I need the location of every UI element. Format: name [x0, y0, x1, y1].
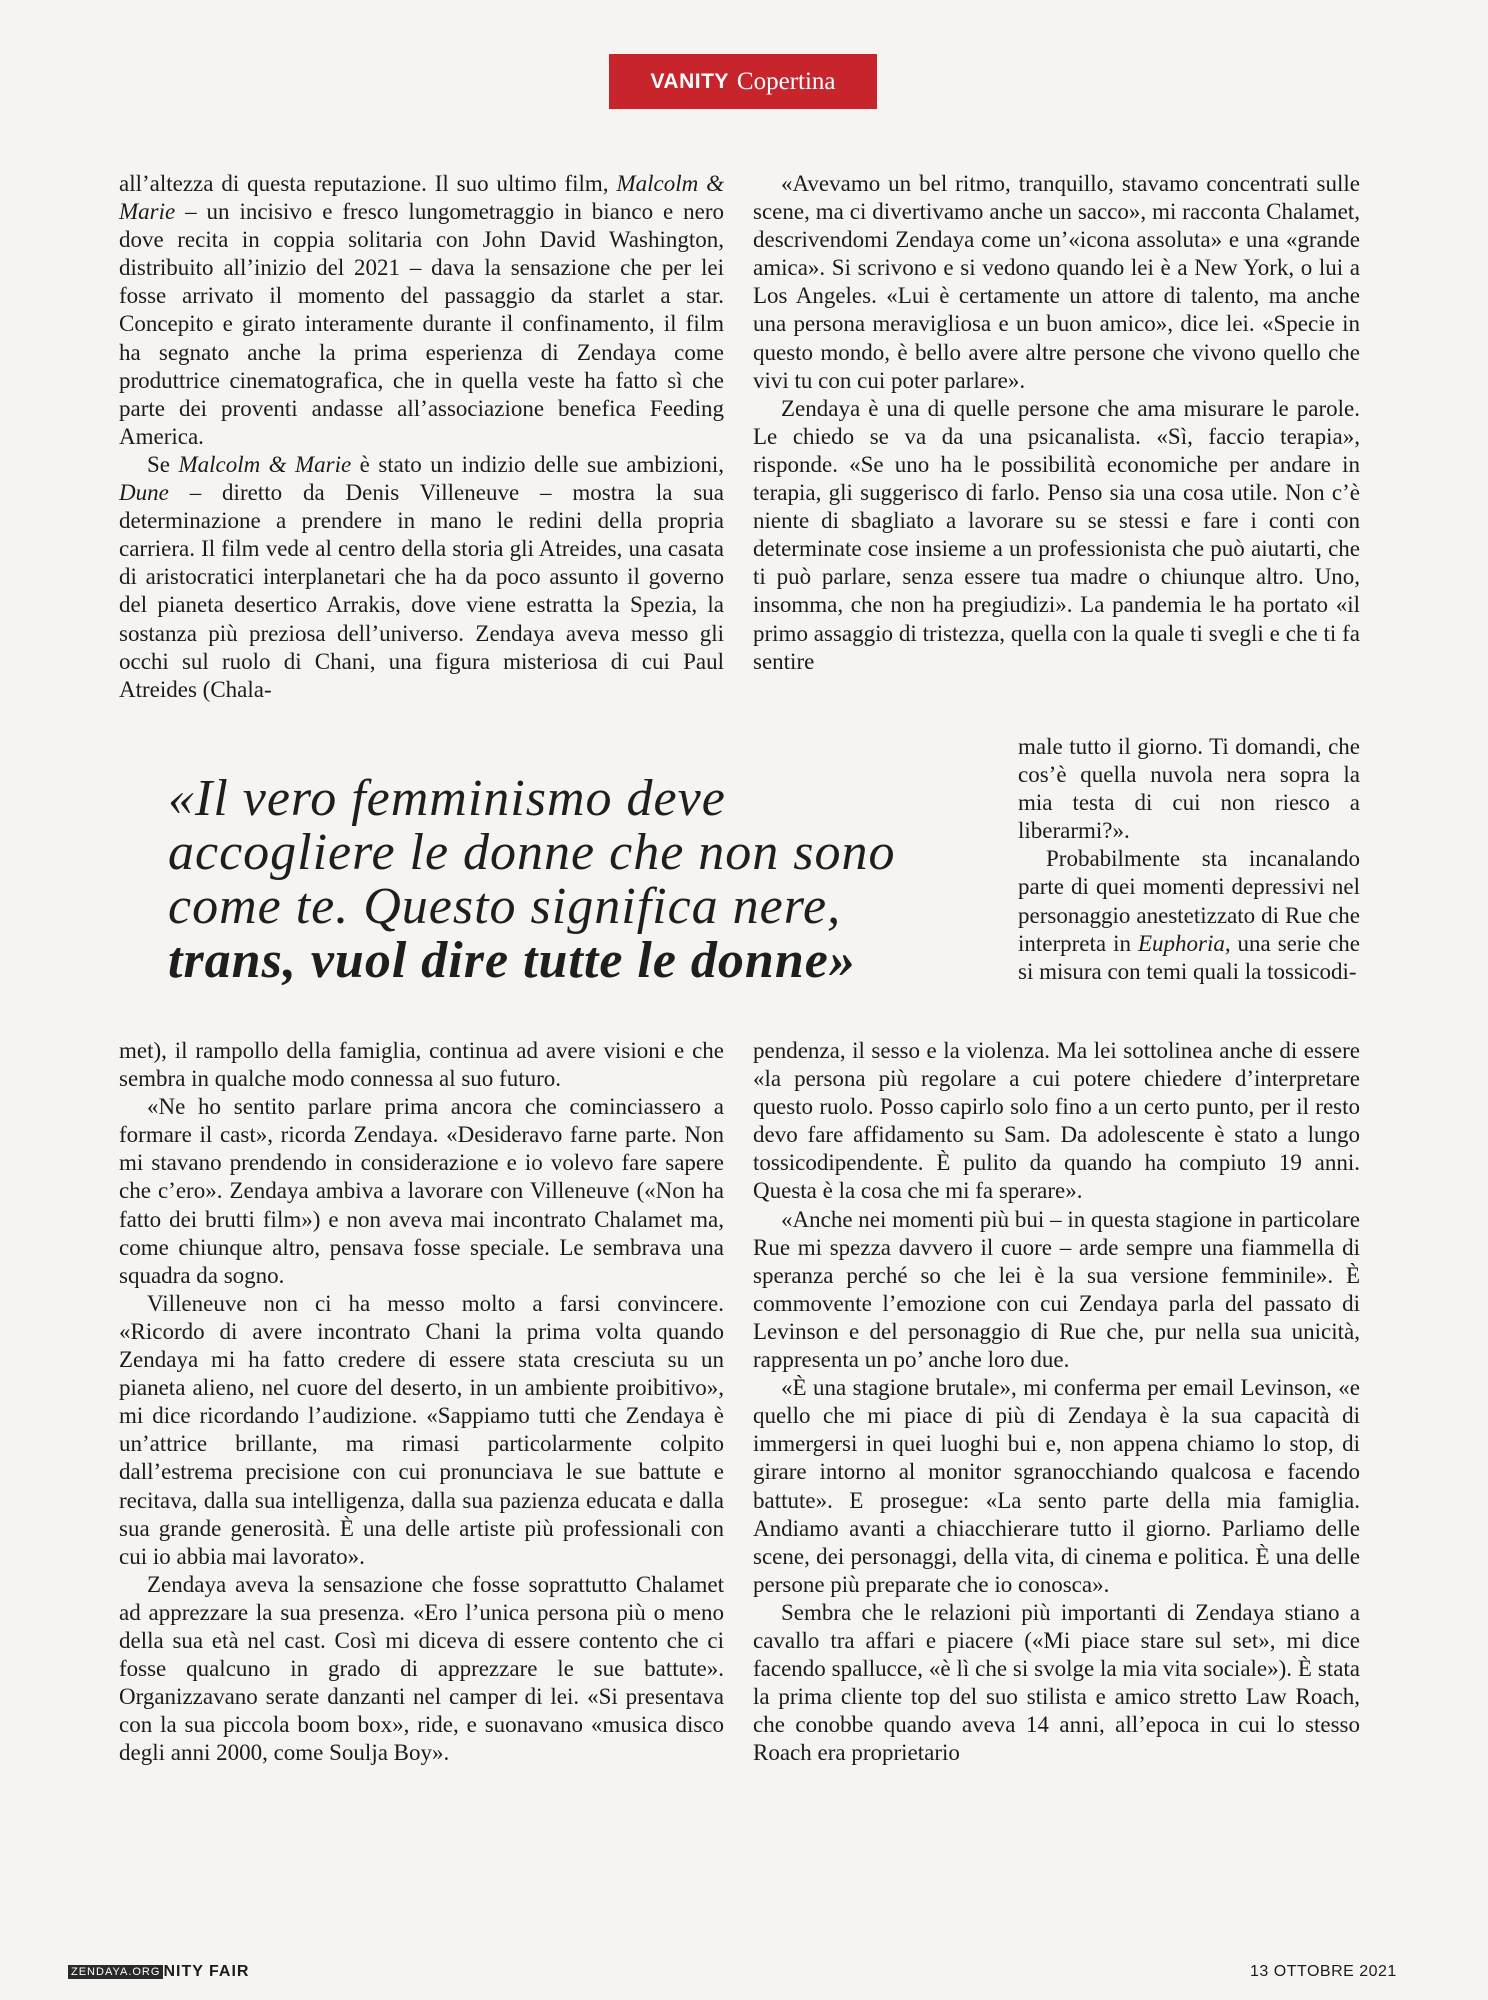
title-italic: Dune [119, 480, 169, 506]
text-run: Zendaya è una di quelle persone che ama misurare le parole. Le chiedo se va da una psicanalista. «Sì, faccio terapia», risponde. «Se uno ha le possibilità economiche per andare in terapia, gli suggerisco di farlo. Penso sia una cosa utile. Non c’è niente di sbagliato a lavorare su se stessi e fare i conti con determinate cose insieme a un professionista che può aiutarti, che ti può parlare, senza essere tua madre o chiunque altro. Uno, insomma, che non ha pregiudizi». La pandemia le ha portato «il primo assaggio di tristezza, quella con la quale ti svegli e che ti fa sentire [753, 395, 1360, 674]
text-run: «Ne ho sentito parlare prima ancora che cominciassero a formare il cast», ricorda Zendaya. «Desideravo farne parte. Non mi stavano prendendo in considerazione e io volevo fare sapere che c’ero». Zendaya ambiva a lavorare con Villeneuve («Non ha fatto dei brutti film») e non aveva mai incontrato Chalamet ma, come chiunque altro, pensava fosse speciale. Le sembrava una squadra da sogno. [119, 1094, 724, 1288]
paragraph [753, 1599, 1360, 1768]
title-italic: Euphoria [1137, 930, 1225, 956]
text-run: , una serie che si misura con temi quali la tossicodi- [1018, 930, 1360, 984]
pull-quote-line-1: «Il vero femminismo deve [168, 770, 726, 827]
pull-quote-line-4: trans, vuol dire tutte le donne» [168, 932, 856, 989]
paragraph [119, 451, 724, 704]
text-run: all’altezza di questa reputazione. Il suo ultimo film, [119, 171, 617, 196]
paragraph [119, 1290, 724, 1571]
article-column-right-top [753, 170, 1360, 676]
issue-date: 13 OTTOBRE 2021 [1250, 1963, 1397, 1980]
section-label: Copertina [736, 67, 836, 95]
text-run: «Anche nei momenti più bui – in questa stagione in particolare Rue mi spezza davvero il cuore – arde sempre una fiammella di speranza perché so che lei è la sua versione femminile». È commovente l’emozione con cui Zendaya parla del passato di Levinson e del personaggio di Rue che, pur nella sua unicità, rappresenta un po’ anche loro due. [753, 1206, 1360, 1373]
magazine-name: NITY FAIR [163, 1963, 250, 1980]
text-run: Sembra che le relazioni più importanti di Zendaya stiano a cavallo tra affari e piacere («Mi piace stare sul set», mi dice facendo spallucce, «è lì che si svolge la mia vita sociale»). È stata la prima cliente top del suo stilista e amico stretto Law Roach, che conobbe quando aveva 14 anni, all’epoca in cui lo stesso Roach era proprietario [753, 1599, 1360, 1766]
paragraph [753, 1037, 1360, 1206]
paragraph [119, 1571, 724, 1768]
text-run: è stato un indizio delle sue ambizioni, [351, 451, 724, 477]
text-run: «È una stagione brutale», mi conferma per email Levinson, «e quello che mi piace di più di Zendaya è la sua capacità di immergersi in quei luoghi bui e, non appena chiamo lo stop, di girare intorno al monitor sgranocchiando qualcosa e facendo battute». E prosegue: «La sento parte della mia famiglia. Andiamo avanti a chiacchierare tutto il giorno. Parliamo delle scene, dei personaggi, della vita, di cinema e politica. È una delle persone più preparate che io conosca». [753, 1375, 1360, 1597]
footer-magazine [68, 1963, 249, 1981]
brand-label: VANITY [650, 69, 729, 93]
paragraph [753, 395, 1360, 676]
text-run: pendenza, il sesso e la violenza. Ma lei sottolinea anche di essere «la persona più regolare a cui potere chiedere d’interpretare questo ruolo. Posso capirlo solo fino a un certo punto, per il resto devo fare affidamento su Sam. Da adolescente è stato a lungo tossicodipendente. È pulito da quando ha compiuto 19 anni. Questa è la cosa che mi fa sperare». [753, 1038, 1360, 1204]
paragraph [753, 170, 1360, 395]
paragraph [119, 1037, 724, 1093]
text-run: male tutto il giorno. Ti domandi, che cos’è quella nuvola nera sopra la mia testa di cui non riesco a liberarmi?». [1018, 734, 1360, 844]
paragraph [1018, 733, 1360, 845]
text-run: met), il rampollo della famiglia, continua ad avere visioni e che sembra in qualche modo connessa al suo futuro. [119, 1038, 724, 1092]
text-run: Se [147, 451, 179, 477]
pull-quote-line-2: accogliere le donne che non sono [168, 824, 896, 881]
text-run: Villeneuve non ci ha messo molto a farsi convincere. «Ricordo di avere incontrato Chani la prima volta quando Zendaya mi ha fatto credere di essere stata cresciuta su un pianeta alieno, nel cuore del deserto, in un ambiente proibitivo», mi dice ricordando l’audizione. «Sappiamo tutti che Zendaya è un’attrice brillante, ma rimasi particolarmente colpito dall’estrema precisione con cui pronunciava le sue battute e recitava, dalla sua intelligenza, dalla sua pazienza educata e dalla sua grande generosità. È una delle artiste più professionali con cui io abbia mai lavorato». [119, 1290, 724, 1569]
text-run: «Avevamo un bel ritmo, tranquillo, stavamo concentrati sulle scene, ma ci divertivamo anche un sacco», mi racconta Chalamet, descrivendomi Zendaya come un’«icona assoluta» e una «grande amica». Si scrivono e si vedono quando lei è a New York, o lui a Los Angeles. «Lui è certamente un attore di talento, ma anche una persona meravigliosa e un buon amico», dice lei. «Specie in questo mondo, è bello avere altre persone che vivono quello che vivi tu con cui poter parlare». [753, 171, 1360, 393]
paragraph [119, 1093, 724, 1290]
paragraph [753, 1206, 1360, 1375]
pull-quote [168, 772, 998, 988]
article-column-right-mid [1018, 733, 1360, 986]
article-column-left-bottom [119, 1037, 724, 1767]
section-badge [609, 54, 877, 109]
title-italic: Malcolm & Marie [119, 171, 724, 225]
watermark: ZENDAYA.ORG [68, 1965, 163, 1979]
text-run: – un incisivo e fresco lungometraggio in bianco e nero dove recita in coppia solitaria con John David Washington, distribuito all’inizio del 2021 – dava la sensazione che per lei fosse arrivato il momento del passaggio da starlet a star. Concepito e girato interamente durante il confinamento, il film ha segnato anche la prima esperienza di Zendaya come produttrice cinematografica, che in quella veste ha fatto sì che parte dei proventi andasse all’associazione benefica Feeding America. [119, 199, 724, 449]
text-run: Zendaya aveva la sensazione che fosse soprattutto Chalamet ad apprezzare la sua presenza. «Ero l’unica persona più o meno della sua età nel cast. Così mi diceva di essere contento che ci fosse qualcuno in grado di apprezzare le sue battute». Organizzavano serate danzanti nel camper di lei. «Si presentava con la sua piccola boom box», ride, e suonavano «musica disco degli anni 2000, come Soulja Boy». [119, 1571, 724, 1766]
article-column-left-top [119, 170, 724, 704]
text-run: Probabilmente sta incanalando parte di quei momenti depressivi nel personaggio anestetizzato di Rue che interpreta in [1018, 846, 1360, 956]
paragraph [753, 1374, 1360, 1599]
paragraph [119, 170, 724, 451]
paragraph [1018, 845, 1360, 985]
article-column-right-bottom [753, 1037, 1360, 1767]
title-italic: Malcolm & Marie [178, 451, 352, 477]
text-run: – diretto da Denis Villeneuve – mostra la sua determinazione a prendere in mano le redini della propria carriera. Il film vede al centro della storia gli Atreides, una casata di aristocratici interplanetari che ha da poco assunto il governo del pianeta desertico Arrakis, dove viene estratta la Spezia, la sostanza più preziosa dell’universo. Zendaya aveva messo gli occhi sul ruolo di Chani, una figura misteriosa di cui Paul Atreides (Chala- [119, 480, 724, 702]
pull-quote-line-3: come te. Questo significa nere, [168, 878, 842, 935]
